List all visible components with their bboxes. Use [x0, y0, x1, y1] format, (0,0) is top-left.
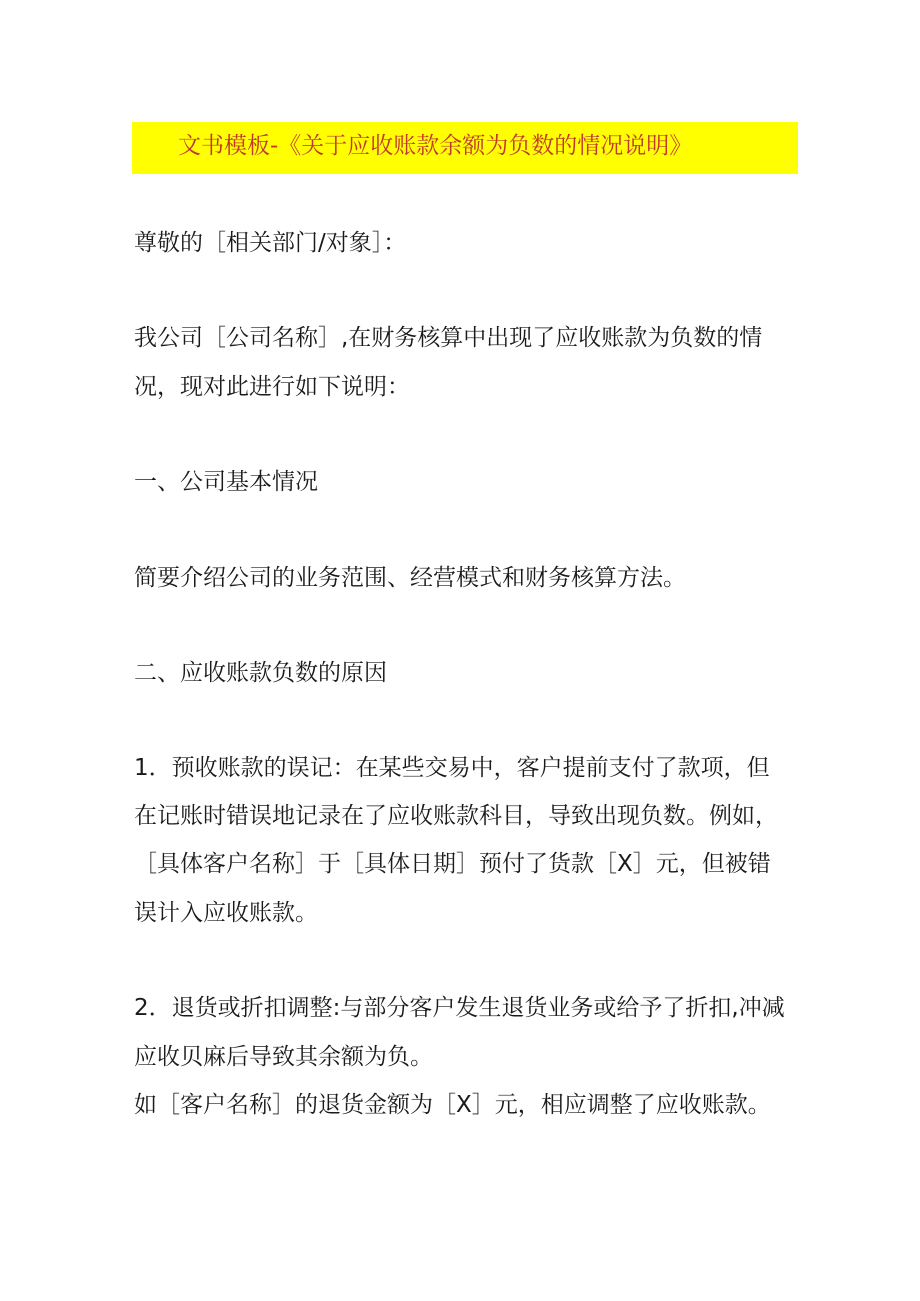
item-1-line-1: 1．预收账款的误记：在某些交易中，客户提前支付了款项，但: [134, 755, 770, 781]
item-1-line-3: ［具体客户名称］于［具体日期］预付了货款［X］元，但被错: [134, 851, 771, 877]
section-1-heading: 一、公司基本情况: [134, 469, 318, 495]
intro-line-2: 况，现对此进行如下说明：: [134, 374, 410, 400]
intro-line-1: 我公司［公司名称］,在财务核算中出现了应收账款为负数的情: [134, 325, 763, 351]
item-1-line-4: 误计入应收账款。: [134, 900, 318, 926]
section-1-body: 简要介绍公司的业务范围、经营模式和财务核算方法。: [134, 565, 686, 591]
item-2-line-1: 2．退货或折扣调整:与部分客户发生退货业务或给予了折扣,冲减: [134, 995, 785, 1021]
item-2-line-3: 如［客户名称］的退货金额为［X］元，相应调整了应收账款。: [134, 1092, 771, 1118]
item-2-line-2: 应收贝麻后导致其余额为负。: [134, 1044, 433, 1070]
document-title: 文书模板-《关于应收账款余额为负数的情况说明》: [178, 133, 693, 159]
item-1-line-2: 在记账时错误地记录在了应收账款科目，导致出现负数。例如，: [134, 803, 778, 829]
salutation: 尊敬的［相关部门/对象］：: [134, 230, 407, 256]
section-2-heading: 二、应收账款负数的原因: [134, 660, 387, 686]
